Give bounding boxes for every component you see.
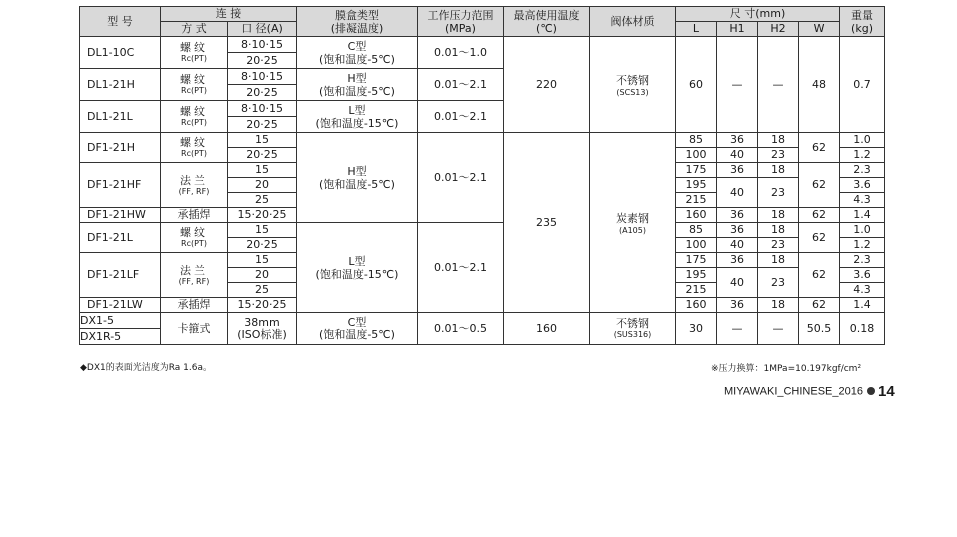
capsule-cell: L型 (饱和温度-15℃) xyxy=(297,223,418,313)
dim-L-cell: 215 xyxy=(676,283,717,298)
pressure-conversion-note: ※压力换算：1MPa=10.197kgf/cm² xyxy=(711,364,862,374)
header-connection: 连 接 xyxy=(161,7,297,22)
footer-text: MIYAWAKI_CHINESE_2016 xyxy=(724,385,863,398)
page-number: 14 xyxy=(877,383,895,400)
dim-H1-cell: 36 xyxy=(717,163,758,178)
model-cell: DF1-21HF xyxy=(80,163,161,208)
dim-H1-cell: 40 xyxy=(717,238,758,253)
temp-cell: 235 xyxy=(504,133,590,313)
bore-cell: 15·20·25 xyxy=(228,298,297,313)
dim-L-cell: 60 xyxy=(676,37,717,133)
dim-W-cell: 62 xyxy=(799,163,840,208)
weight-cell: 1.4 xyxy=(840,298,885,313)
pressure-cell: 0.01～2.1 xyxy=(418,223,504,313)
pressure-cell: 0.01～2.1 xyxy=(418,101,504,133)
type-cell: 承插焊 xyxy=(161,208,228,223)
dim-H1-cell: 36 xyxy=(717,223,758,238)
spec-table xyxy=(79,6,885,345)
dim-H1-cell: — xyxy=(717,37,758,133)
dim-L-cell: 100 xyxy=(676,238,717,253)
surface-finish-note: ◆DX1的表面光洁度为Ra 1.6a。 xyxy=(80,363,213,373)
type-cell: 卡箍式 xyxy=(161,313,228,345)
type-cell: 承插焊 xyxy=(161,298,228,313)
type-cell: 螺纹 Rc(PT) xyxy=(161,69,228,101)
dim-H1-cell: 36 xyxy=(717,133,758,148)
pressure-cell: 0.01～1.0 xyxy=(418,37,504,69)
header-method: 方 式 xyxy=(161,22,228,37)
header-weight: 重量 (kg) xyxy=(840,7,885,37)
dim-H2-cell: 23 xyxy=(758,148,799,163)
material-cell: 不锈钢 (SCS13) xyxy=(590,37,676,133)
dim-L-cell: 160 xyxy=(676,208,717,223)
capsule-cell: L型 (饱和温度-15℃) xyxy=(297,101,418,133)
model-cell: DX1-5 DX1R-5 xyxy=(80,313,161,345)
bore-cell: 20·25 xyxy=(228,238,297,253)
weight-cell: 4.3 xyxy=(840,193,885,208)
bore-cell: 8·10·15 20·25 xyxy=(228,101,297,133)
weight-cell: 2.3 xyxy=(840,163,885,178)
type-cell: 螺纹 Rc(PT) xyxy=(161,101,228,133)
dim-L-cell: 160 xyxy=(676,298,717,313)
dim-H2-cell: 18 xyxy=(758,298,799,313)
dim-L-cell: 85 xyxy=(676,133,717,148)
dim-L-cell: 195 xyxy=(676,178,717,193)
header-capsule: 膜盒类型 (排凝温度) xyxy=(297,7,418,37)
bore-cell: 8·10·15 20·25 xyxy=(228,37,297,69)
weight-cell: 3.6 xyxy=(840,178,885,193)
dim-H2-cell: 18 xyxy=(758,133,799,148)
dim-W-cell: 62 xyxy=(799,253,840,298)
dim-L-cell: 215 xyxy=(676,193,717,208)
model-cell: DF1-21H xyxy=(80,133,161,163)
weight-cell: 1.4 xyxy=(840,208,885,223)
dim-H2-cell: 23 xyxy=(758,238,799,253)
dim-W-cell: 62 xyxy=(799,298,840,313)
model-cell: DF1-21LF xyxy=(80,253,161,298)
weight-cell: 0.18 xyxy=(840,313,885,345)
dim-H1-cell: 36 xyxy=(717,253,758,268)
bore-cell: 15 xyxy=(228,163,297,178)
dim-W-cell: 62 xyxy=(799,208,840,223)
header-temp: 最高使用温度 (℃) xyxy=(504,7,590,37)
dim-H2-cell: — xyxy=(758,37,799,133)
dim-L-cell: 85 xyxy=(676,223,717,238)
bore-cell: 15 xyxy=(228,223,297,238)
header-material: 阀体材质 xyxy=(590,7,676,37)
page-footer xyxy=(724,383,895,400)
type-cell: 螺纹 Rc(PT) xyxy=(161,37,228,69)
weight-cell: 1.0 xyxy=(840,133,885,148)
dim-H2-cell: 18 xyxy=(758,253,799,268)
type-cell: 螺纹 Rc(PT) xyxy=(161,223,228,253)
bore-cell: 20·25 xyxy=(228,148,297,163)
type-cell: 法兰 (FF, RF) xyxy=(161,163,228,208)
type-cell: 法兰 (FF, RF) xyxy=(161,253,228,298)
dim-H2-cell: 23 xyxy=(758,268,799,298)
header-bore: 口 径(A) xyxy=(228,22,297,37)
pressure-cell: 0.01～0.5 xyxy=(418,313,504,345)
header-H2: H2 xyxy=(758,22,799,37)
bore-cell: 15 xyxy=(228,253,297,268)
bore-cell: 8·10·15 20·25 xyxy=(228,69,297,101)
weight-cell: 0.7 xyxy=(840,37,885,133)
header-model: 型 号 xyxy=(80,7,161,37)
weight-cell: 4.3 xyxy=(840,283,885,298)
dim-H2-cell: 18 xyxy=(758,163,799,178)
bore-cell: 15·20·25 xyxy=(228,208,297,223)
header-dimensions: 尺 寸(mm) xyxy=(676,7,840,22)
dim-W-cell: 62 xyxy=(799,223,840,253)
dim-L-cell: 175 xyxy=(676,163,717,178)
dim-H1-cell: — xyxy=(717,313,758,345)
header-L: L xyxy=(676,22,717,37)
bullet-dot-icon xyxy=(867,387,875,395)
dim-H2-cell: 18 xyxy=(758,208,799,223)
dim-L-cell: 100 xyxy=(676,148,717,163)
header-W: W xyxy=(799,22,840,37)
pressure-cell: 0.01～2.1 xyxy=(418,69,504,101)
pressure-cell: 0.01～2.1 xyxy=(418,133,504,223)
capsule-cell: C型 (饱和温度-5℃) xyxy=(297,37,418,69)
model-cell: DF1-21HW xyxy=(80,208,161,223)
model-cell: DL1-21L xyxy=(80,101,161,133)
bore-cell: 20 xyxy=(228,268,297,283)
model-cell: DL1-21H xyxy=(80,69,161,101)
weight-cell: 1.2 xyxy=(840,238,885,253)
header-H1: H1 xyxy=(717,22,758,37)
bore-cell: 15 xyxy=(228,133,297,148)
dim-H1-cell: 40 xyxy=(717,178,758,208)
weight-cell: 1.0 xyxy=(840,223,885,238)
bore-cell: 25 xyxy=(228,283,297,298)
dim-H2-cell: 23 xyxy=(758,178,799,208)
capsule-cell: H型 (饱和温度-5℃) xyxy=(297,69,418,101)
dim-H1-cell: 36 xyxy=(717,298,758,313)
header-pressure: 工作压力范围 (MPa) xyxy=(418,7,504,37)
dim-H2-cell: 18 xyxy=(758,223,799,238)
dim-W-cell: 62 xyxy=(799,133,840,163)
material-cell: 炭素钢 (A105) xyxy=(590,133,676,313)
capsule-cell: H型 (饱和温度-5℃) xyxy=(297,133,418,223)
dim-W-cell: 48 xyxy=(799,37,840,133)
bore-cell: 20 xyxy=(228,178,297,193)
weight-cell: 3.6 xyxy=(840,268,885,283)
dim-L-cell: 175 xyxy=(676,253,717,268)
dim-H1-cell: 36 xyxy=(717,208,758,223)
weight-cell: 2.3 xyxy=(840,253,885,268)
model-cell: DF1-21L xyxy=(80,223,161,253)
dim-L-cell: 30 xyxy=(676,313,717,345)
type-cell: 螺纹 Rc(PT) xyxy=(161,133,228,163)
weight-cell: 1.2 xyxy=(840,148,885,163)
temp-cell: 160 xyxy=(504,313,590,345)
model-cell: DF1-21LW xyxy=(80,298,161,313)
dim-H1-cell: 40 xyxy=(717,268,758,298)
bore-cell: 25 xyxy=(228,193,297,208)
dim-L-cell: 195 xyxy=(676,268,717,283)
bore-cell: 38mm (ISO标准) xyxy=(228,313,297,345)
model-cell: DL1-10C xyxy=(80,37,161,69)
dim-H1-cell: 40 xyxy=(717,148,758,163)
temp-cell: 220 xyxy=(504,37,590,133)
material-cell: 不锈钢 (SUS316) xyxy=(590,313,676,345)
capsule-cell: C型 (饱和温度-5℃) xyxy=(297,313,418,345)
dim-H2-cell: — xyxy=(758,313,799,345)
dim-W-cell: 50.5 xyxy=(799,313,840,345)
